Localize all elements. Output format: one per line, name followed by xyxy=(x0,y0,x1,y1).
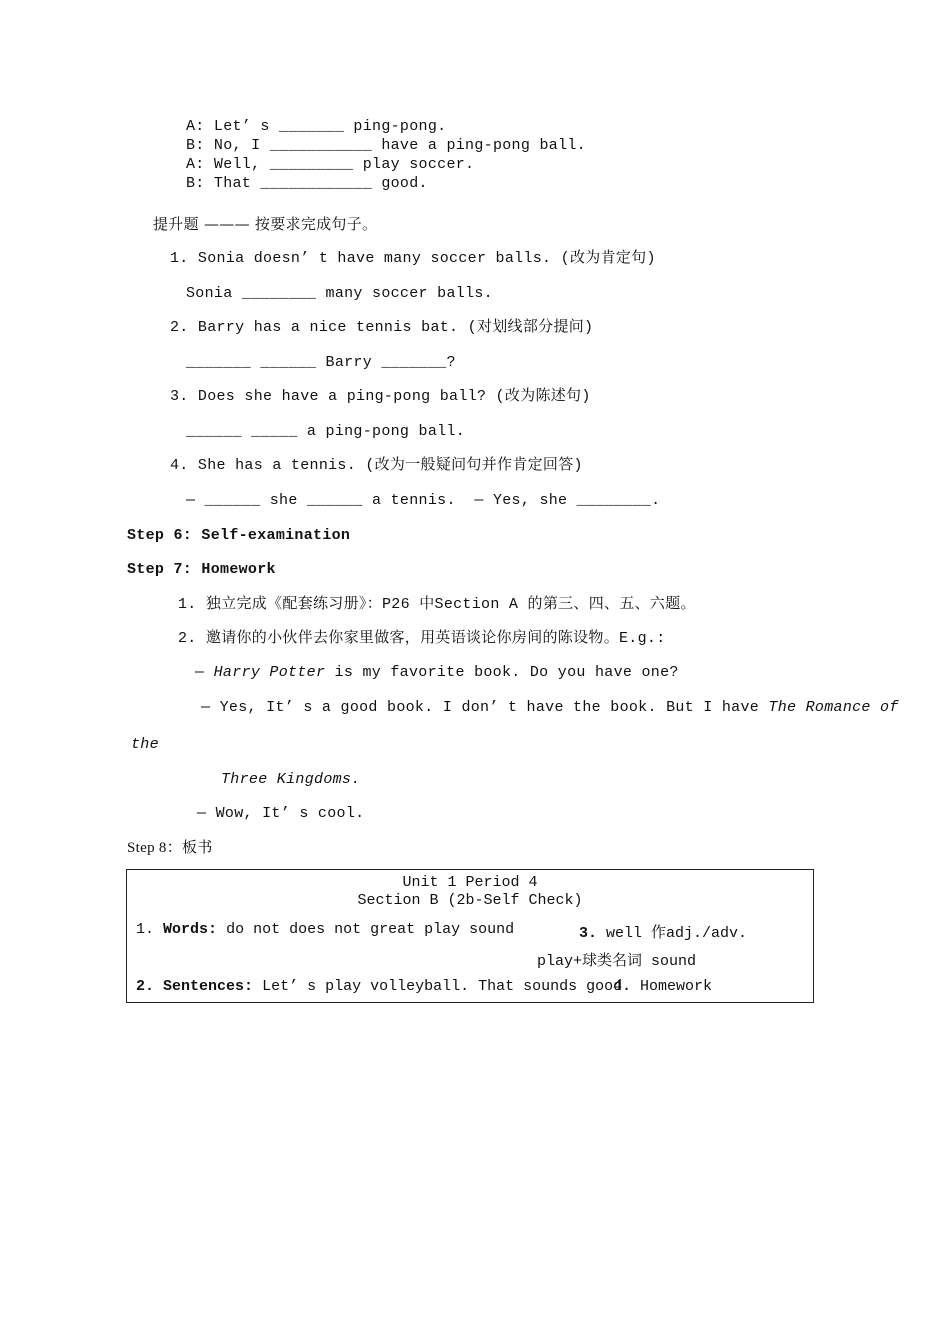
book-title-three-kingdoms: Three Kingdoms. xyxy=(221,771,361,788)
blackboard-summary-box xyxy=(126,869,814,1003)
board-item-3-text: well 作adj./adv. xyxy=(606,925,748,942)
example-line-1 xyxy=(195,664,679,682)
question-4: 4. She has a tennis. (改为一般疑问句并作肯定回答) xyxy=(170,457,583,474)
board-words-number: 1. xyxy=(136,921,155,938)
board-title-section: Section B (2b-Self Check) xyxy=(357,892,583,909)
example-line-4: — Wow, It’ s cool. xyxy=(197,805,365,822)
example-line-1-rest: is my favorite book. Do you have one? xyxy=(325,664,679,681)
dash: — xyxy=(195,664,205,681)
step-8-heading: Step 8：板书 xyxy=(127,840,213,856)
answer-line-1: Sonia ________ many soccer balls. xyxy=(186,285,493,302)
board-title-unit: Unit 1 Period 4 xyxy=(402,874,538,891)
dialogue-line-1: A: Let’ s _______ ping-pong. xyxy=(186,118,447,135)
board-sentences-line xyxy=(136,978,631,995)
step-6-heading: Step 6: Self-examination xyxy=(127,527,351,544)
question-1: 1. Sonia doesn’ t have many soccer balls. (改为肯定句) xyxy=(170,250,656,267)
book-title-romance-wrap: the xyxy=(131,736,159,753)
dialogue-line-2: B: No, I ___________ have a ping-pong ball. xyxy=(186,137,586,154)
book-title-harry-potter: Harry Potter xyxy=(213,664,326,681)
dialogue-line-3: A: Well, _________ play soccer. xyxy=(186,156,475,173)
board-item-4: 4. Homework xyxy=(613,978,713,995)
board-item-3-line-2: play+球类名词 sound xyxy=(537,953,697,970)
board-sentences-label: Sentences: xyxy=(163,978,254,995)
advanced-heading: 提升题 ——— 按要求完成句子。 xyxy=(153,215,378,233)
question-3: 3. Does she have a ping-pong ball? (改为陈述句) xyxy=(170,388,591,405)
book-title-romance: The Romance of xyxy=(768,699,899,716)
answer-line-4: — ______ she ______ a tennis. — Yes, she ________. xyxy=(186,492,661,509)
board-item-3 xyxy=(579,921,747,942)
board-words-label: Words: xyxy=(163,921,218,938)
board-sentences-number: 2. xyxy=(136,978,155,995)
dialogue-line-4: B: That ____________ good. xyxy=(186,175,428,192)
example-line-2-text: — Yes, It’ s a good book. I don’ t have the book. But I have xyxy=(201,699,760,716)
answer-line-2: _______ ______ Barry _______? xyxy=(186,354,456,371)
example-line-2 xyxy=(201,699,899,717)
board-sentences-text: Let’ s play volleyball. That sounds good. xyxy=(262,978,632,995)
answer-line-3: ______ _____ a ping-pong ball. xyxy=(186,423,466,440)
homework-item-2: 2. 邀请你的小伙伴去你家里做客，用英语谈论你房间的陈设物。E.g.: xyxy=(178,630,666,647)
step-7-heading: Step 7: Homework xyxy=(127,561,276,578)
board-words-line xyxy=(136,921,514,938)
question-2: 2. Barry has a nice tennis bat. (对划线部分提问) xyxy=(170,319,594,336)
board-words-text: do not does not great play sound xyxy=(226,921,515,938)
homework-item-1: 1. 独立完成《配套练习册》：P26 中Section A 的第三、四、五、六题。 xyxy=(178,596,696,613)
board-item-3-number: 3. xyxy=(579,925,598,942)
